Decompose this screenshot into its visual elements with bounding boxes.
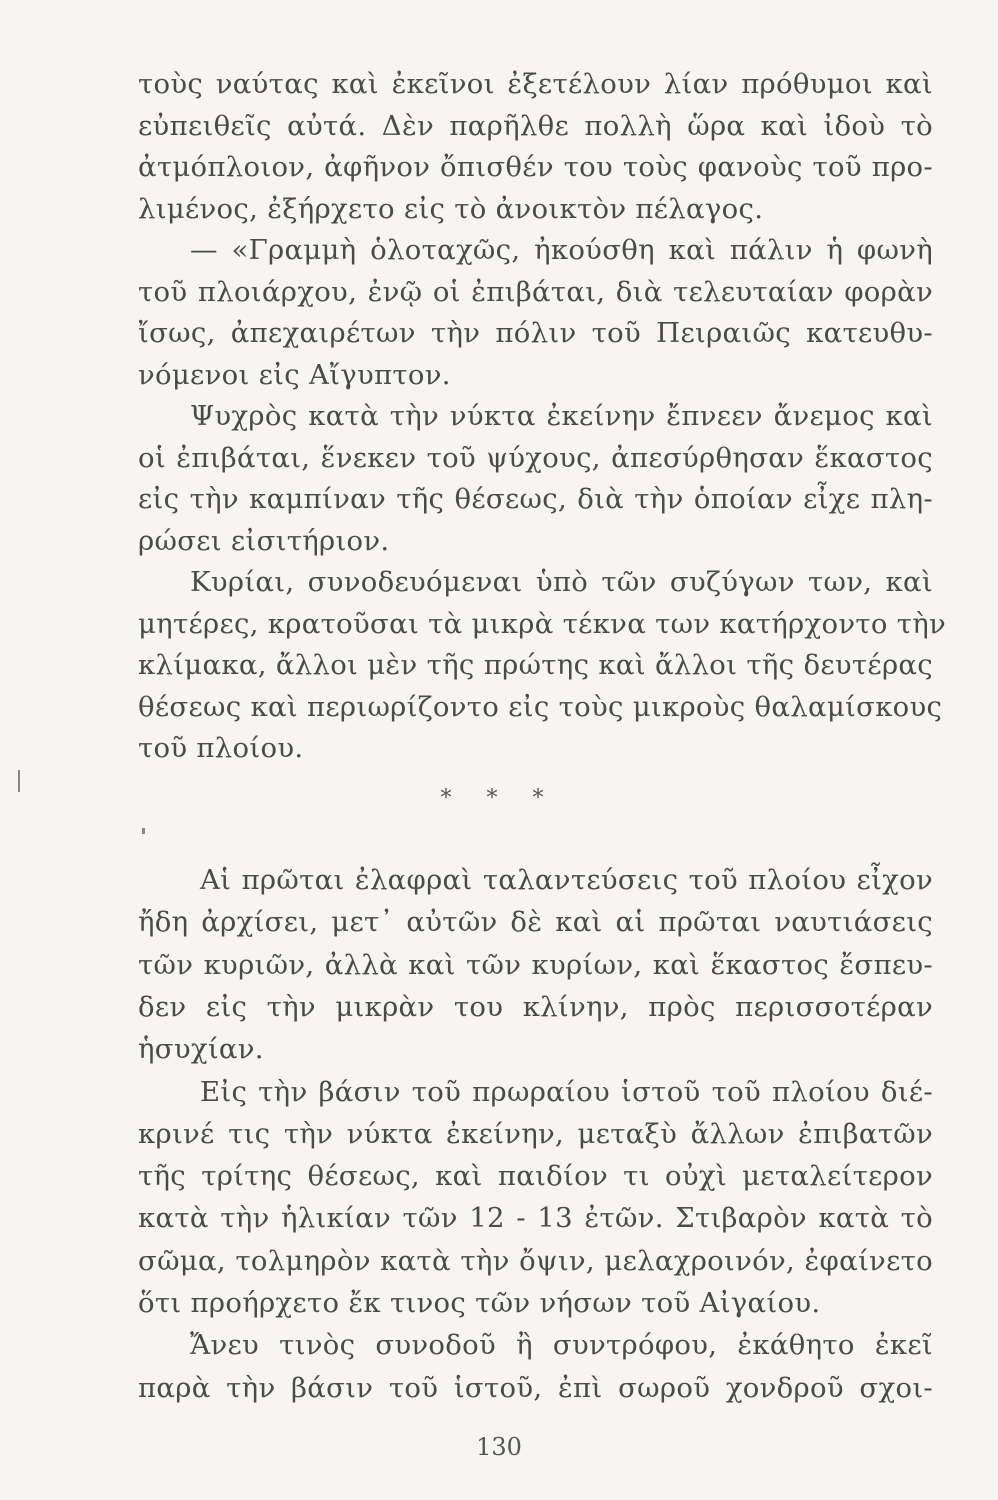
text-line: Ἄνευ τινὸς συνοδοῦ ἢ συντρόφου, ἐκάθητο ἐκεῖ — [190, 1329, 933, 1362]
text-line: τῆς τρίτης θέσεως, καὶ παιδίον τι οὐχὶ μεταλείτερον — [138, 1160, 933, 1193]
text-line: τοὺς ναύτας καὶ ἐκεῖνοι ἐξετέλουν λίαν πρόθυμοι καὶ — [138, 68, 933, 100]
text-line: δεν εἰς τὴν μικρὰν του κλίνην, πρὸς περισσοτέραν — [138, 990, 933, 1023]
text-line: ἀτμόπλοιον, ἀφῆνον ὄπισθέν του τοὺς φανοὺς τοῦ προ- — [138, 151, 933, 183]
page-number: 130 — [476, 1433, 522, 1461]
text-line: παρὰ τὴν βάσιν τοῦ ἱστοῦ, ἐπὶ σωροῦ χονδροῦ σχοι- — [138, 1371, 933, 1404]
text-line: νόμενοι εἰς Αἴγυπτον. — [138, 358, 451, 391]
text-line: τῶν κυριῶν, ἀλλὰ καὶ τῶν κυρίων, καὶ ἕκαστος ἔσπευ- — [138, 948, 933, 981]
text-line: κλίμακα, ἄλλοι μὲν τῆς πρώτης καὶ ἄλλοι τῆς δευτέρας — [138, 649, 933, 681]
text-line: ὅτι προήρχετο ἔκ τινος τῶν νήσων τοῦ Αἰγαίου. — [138, 1287, 821, 1319]
text-line: Αἱ πρῶται ἐλαφραὶ ταλαντεύσεις τοῦ πλοίου εἶχον — [200, 864, 933, 896]
text-line: θέσεως καὶ περιωρίζοντο εἰς τοὺς μικροὺς θαλαμίσκους — [138, 690, 943, 723]
text-line: Κυρίαι, συνοδευόμεναι ὑπὸ τῶν συζύγων των, καὶ — [190, 566, 933, 598]
text-line: Ψυχρὸς κατὰ τὴν νύκτα ἐκείνην ἔπνεεν ἄνεμος καὶ — [190, 400, 933, 432]
text-line: τοῦ πλοιάρχου, ἐνῷ οἱ ἐπιβάται, διὰ τελευταίαν φορὰν — [138, 275, 933, 308]
section-separator: * * * — [440, 786, 558, 811]
text-line: ἴσως, ἀπεχαιρέτων τὴν πόλιν τοῦ Πειραιῶς κατευθυ- — [138, 317, 933, 349]
text-line: εὐπειθεῖς αὐτά. Δὲν παρῆλθε πολλὴ ὥρα καὶ ἰδοὺ τὸ — [138, 109, 933, 142]
text-line: κατὰ τὴν ἡλικίαν τῶν 12 - 13 ἐτῶν. Στιβαρὸν κατὰ τὸ — [138, 1202, 933, 1235]
text-line: σῶμα, τολμηρὸν κατὰ τὴν ὄψιν, μελαχροινόν, ἐφαίνετο — [138, 1244, 933, 1277]
text-line: μητέρες, κρατοῦσαι τὰ μικρὰ τέκνα των κατήρχοντο τὴν — [138, 607, 947, 640]
text-line: ἤδη ἀρχίσει, μετ᾿ αὐτῶν δὲ καὶ αἱ πρῶται ναυτιάσεις — [138, 906, 933, 939]
text-line: οἱ ἐπιβάται, ἕνεκεν τοῦ ψύχους, ἀπεσύρθησαν ἕκαστος — [138, 441, 933, 474]
text-line: εἰς τὴν καμπίναν τῆς θέσεως, διὰ τὴν ὁποίαν εἶχε πλη- — [138, 483, 933, 515]
margin-mark — [18, 770, 20, 792]
text-line: λιμένος, ἐξήρχετο εἰς τὸ ἀνοικτὸν πέλαγος. — [138, 192, 764, 225]
text-line: κρινέ τις τὴν νύκτα ἐκείνην, μεταξὺ ἄλλων ἐπιβατῶν — [138, 1117, 933, 1150]
text-line: ἡσυχίαν. — [138, 1033, 264, 1066]
text-line: τοῦ πλοίου. — [138, 732, 304, 764]
text-line: — «Γραμμὴ ὁλοταχῶς, ἠκούσθη καὶ πάλιν ἡ φωνὴ — [190, 234, 933, 266]
margin-mark — [142, 828, 145, 834]
text-line: ρώσει εἰσιτήριον. — [138, 524, 390, 557]
text-line: Εἰς τὴν βάσιν τοῦ πρωραίου ἱστοῦ τοῦ πλοίου διέ- — [200, 1075, 933, 1108]
